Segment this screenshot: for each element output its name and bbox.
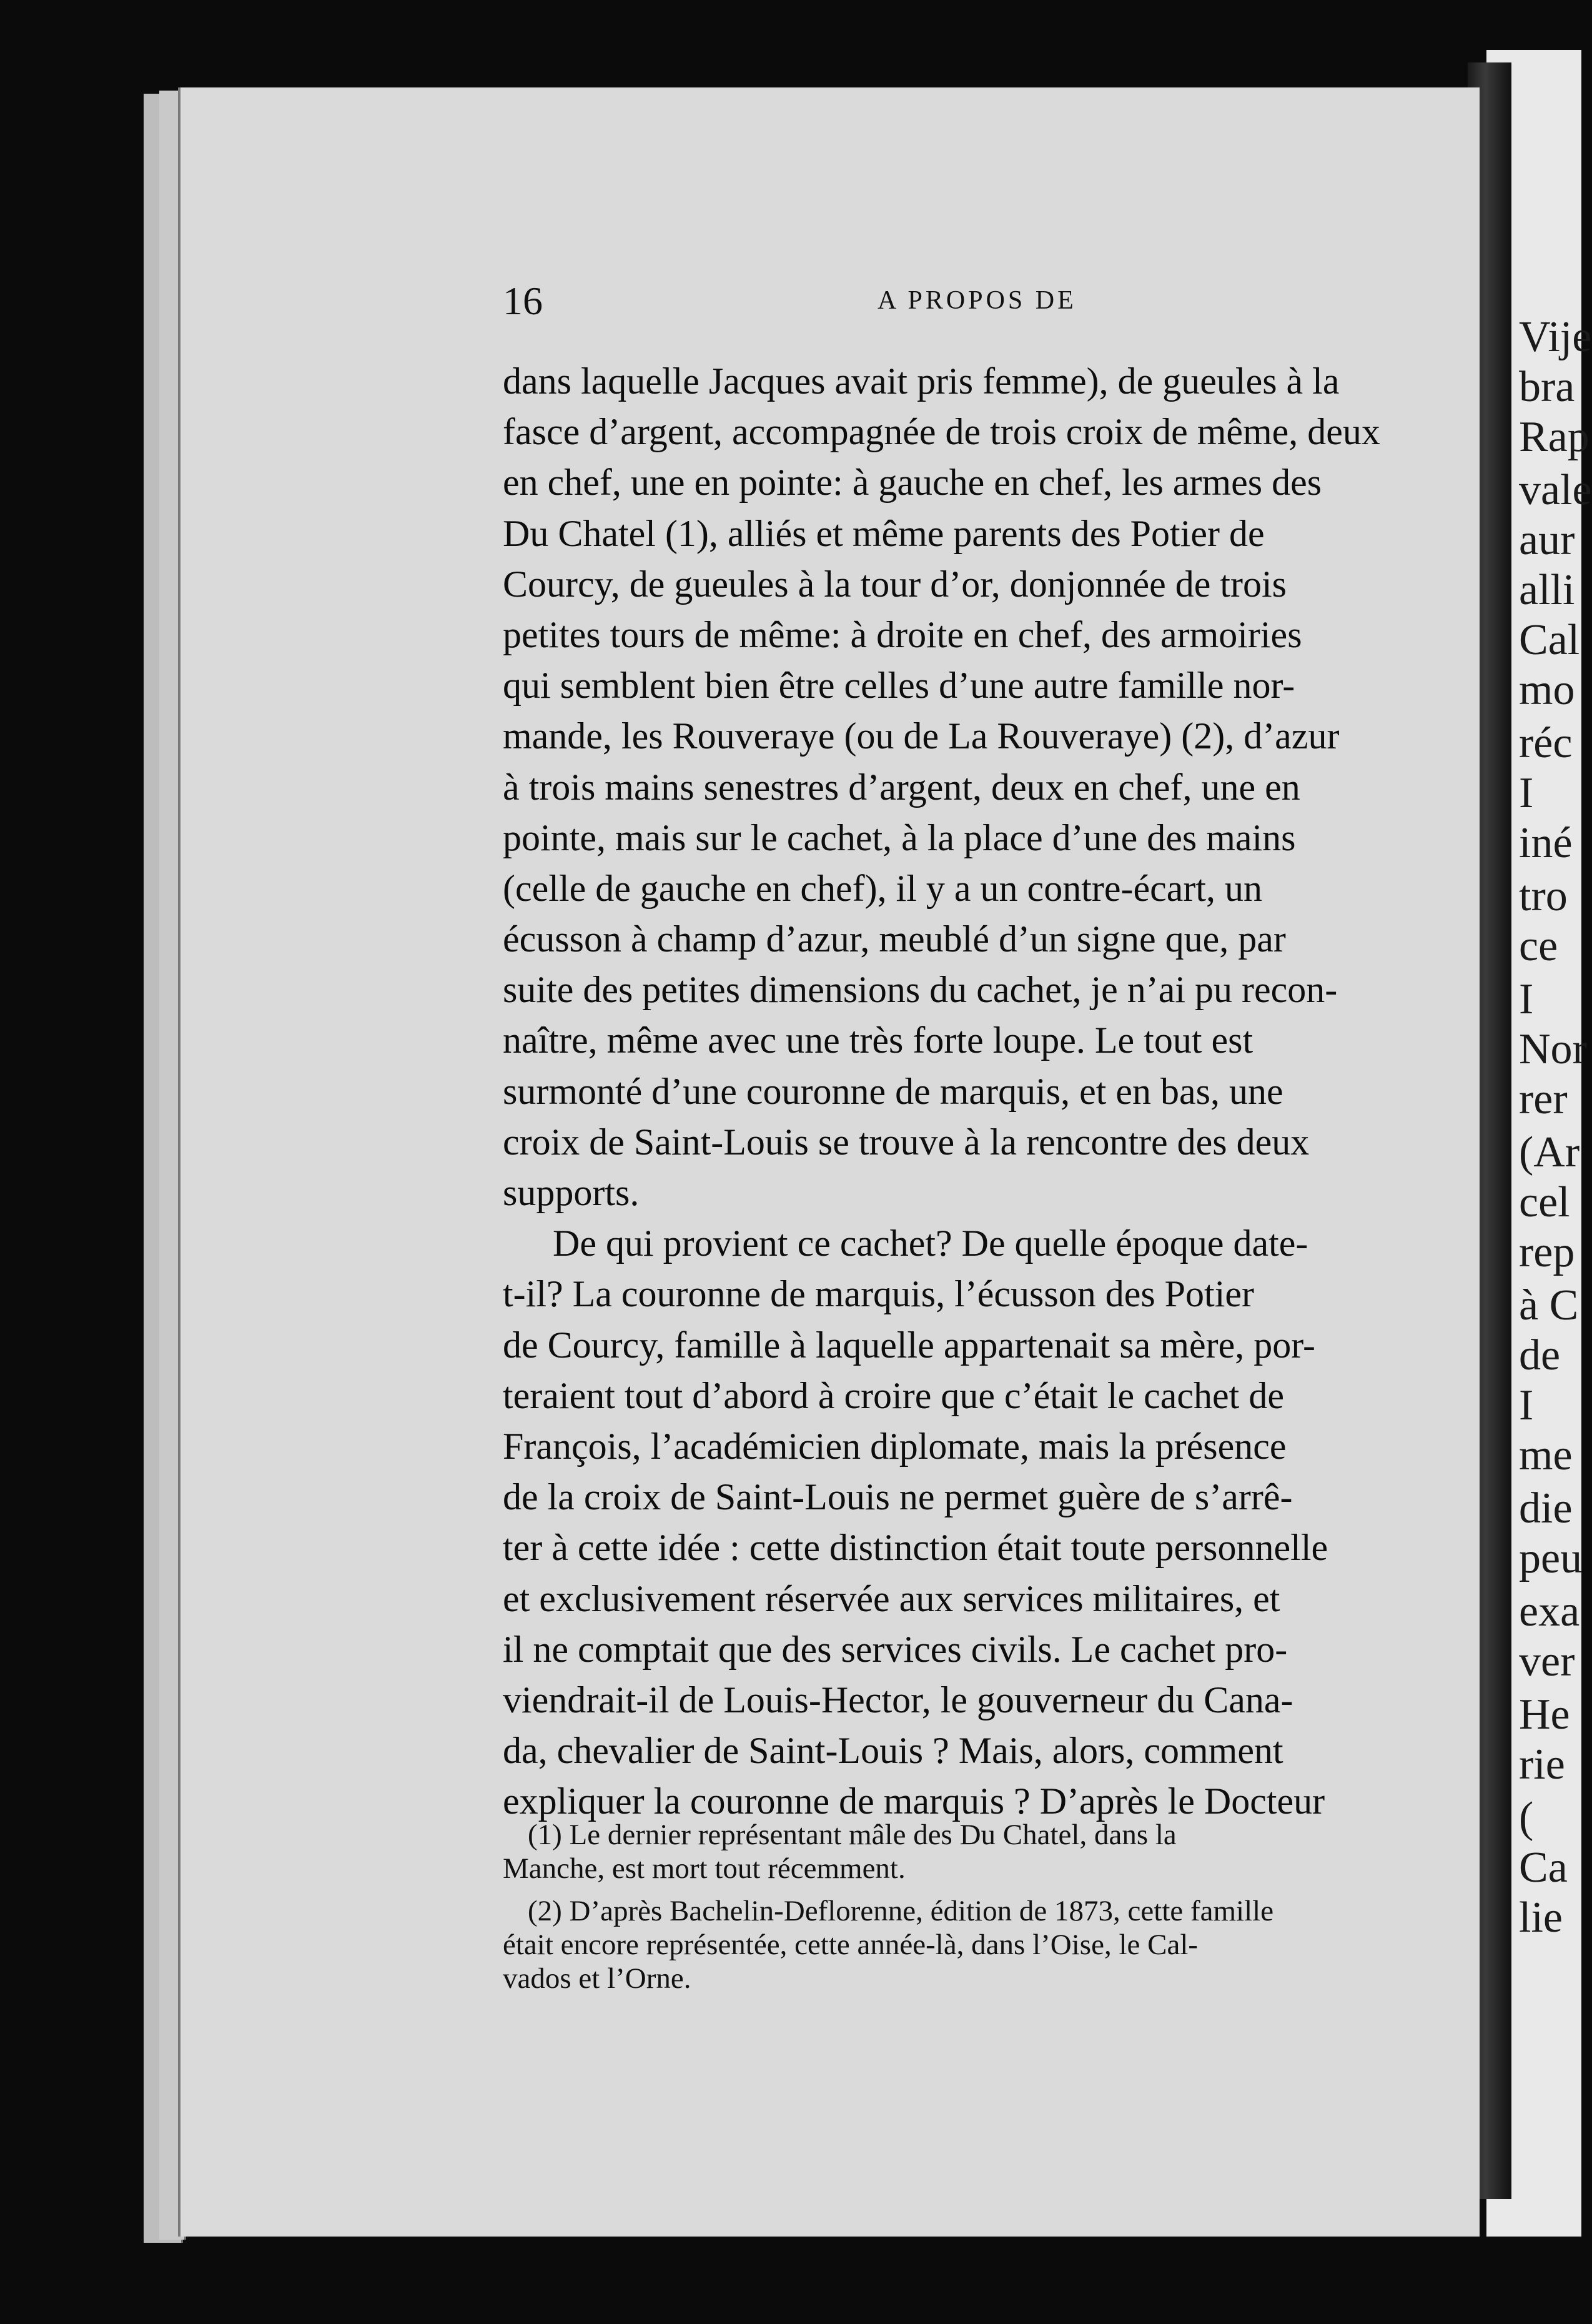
body-line: supports.: [503, 1172, 640, 1213]
facing-page-fragment: ce: [1519, 922, 1558, 970]
page-number: 16: [503, 279, 543, 323]
body-line: il ne comptait que des services civils. Le cachet pro-: [503, 1628, 1288, 1670]
facing-page-fragment: alli: [1519, 566, 1575, 614]
facing-page-fragment: iné: [1519, 819, 1573, 867]
body-line: naître, même avec une très forte loupe. Le tout est: [503, 1020, 1253, 1061]
facing-page-fragment: cel: [1519, 1178, 1570, 1226]
footnote-2-line-2: était encore représentée, cette année-là, dans l’Oise, le Cal-: [503, 1929, 1199, 1961]
footnote-2-line-3: vados et l’Orne.: [503, 1962, 691, 1995]
body-line: et exclusivement réservée aux services militaires, et: [503, 1577, 1280, 1619]
facing-page-fragment: Ca: [1519, 1844, 1568, 1892]
facing-page-fragment: die: [1519, 1484, 1573, 1532]
body-line: en chef, une en pointe: à gauche en chef, les armes des: [503, 462, 1322, 504]
facing-page-fragment: I: [1519, 975, 1534, 1023]
body-line: expliquer la couronne de marquis ? D’après le Docteur: [503, 1780, 1325, 1822]
body-line: surmonté d’une couronne de marquis, et en bas, une: [503, 1070, 1283, 1112]
facing-page-fragment: rep: [1519, 1228, 1575, 1276]
page-header: [503, 278, 1502, 322]
body-line: croix de Saint-Louis se trouve à la rencontre des deux: [503, 1121, 1310, 1163]
facing-page-fragment: bra: [1519, 363, 1575, 411]
body-line: Du Chatel (1), alliés et même parents des Potier de: [503, 512, 1265, 554]
footnotes: [503, 1818, 1493, 1995]
body-line: mande, les Rouveraye (ou de La Rouveraye) (2), d’azur: [503, 715, 1340, 757]
body-line: Courcy, de gueules à la tour d’or, donjonnée de trois: [503, 563, 1287, 605]
body-line: (celle de gauche en chef), il y a un contre-écart, un: [503, 867, 1262, 909]
facing-page-fragment: Rap: [1519, 413, 1590, 461]
facing-page-fragment: de: [1519, 1331, 1561, 1379]
facing-page-fragment: ver: [1519, 1637, 1575, 1686]
facing-page-fragment: à C: [1519, 1281, 1579, 1329]
footnote-2-line-1: (2) D’après Bachelin-Deflorenne, édition de 1873, cette famille: [528, 1895, 1274, 1927]
body-line: ter à cette idée : cette distinction était toute personnelle: [503, 1527, 1328, 1569]
body-line: de la croix de Saint-Louis ne permet guère de s’arrê-: [503, 1476, 1293, 1518]
facing-page-fragment: I: [1519, 1381, 1534, 1429]
facing-page-fragment: vale: [1519, 466, 1592, 514]
facing-page-fragment: rer: [1519, 1075, 1568, 1123]
body-line: t-il? La couronne de marquis, l’écusson des Potier: [503, 1273, 1254, 1315]
facing-page-fragment: Nor: [1519, 1025, 1587, 1073]
running-head: A PROPOS DE: [878, 286, 1077, 315]
body-line: suite des petites dimensions du cachet, je n’ai pu recon-: [503, 969, 1338, 1011]
body-line: teraient tout d’abord à croire que c’était le cachet de: [503, 1374, 1284, 1416]
body-line: de Courcy, famille à laquelle appartenait sa mère, por-: [503, 1324, 1315, 1366]
body-line: écusson à champ d’azur, meublé d’un signe que, par: [503, 918, 1286, 960]
facing-page-fragment: Vije: [1519, 313, 1592, 361]
body-line: petites tours de même: à droite en chef, des armoiries: [503, 613, 1302, 655]
facing-page-fragment: aur: [1519, 516, 1575, 564]
facing-page-fragment: me: [1519, 1431, 1573, 1479]
facing-page-fragment: mo: [1519, 666, 1575, 714]
footnote-1-line-1: (1) Le dernier représentant mâle des Du Chatel, dans la: [528, 1819, 1177, 1851]
body-line: pointe, mais sur le cachet, à la place d’une des mains: [503, 817, 1296, 858]
facing-page-fragment: I: [1519, 769, 1534, 817]
facing-page-fragment: peu: [1519, 1534, 1583, 1582]
facing-page-fragment: Cal: [1519, 616, 1580, 664]
facing-page-fragment: (: [1519, 1794, 1534, 1842]
footnote-1-line-2: Manche, est mort tout récemment.: [503, 1852, 906, 1885]
body-line: fasce d’argent, accompagnée de trois croix de même, deux: [503, 411, 1380, 453]
body-line: De qui provient ce cachet? De quelle époque date-: [553, 1223, 1308, 1264]
facing-page-fragment: tro: [1519, 872, 1568, 920]
facing-page-fragment: (Ar: [1519, 1128, 1580, 1176]
body-line: François, l’académicien diplomate, mais la présence: [503, 1425, 1287, 1467]
facing-page-fragment: lie: [1519, 1894, 1563, 1942]
body-text: [503, 356, 1490, 1827]
facing-page-fragment: He: [1519, 1691, 1570, 1739]
facing-page-fragment: réc: [1519, 719, 1573, 767]
facing-page-fragment: rie: [1519, 1741, 1565, 1789]
body-line: viendrait-il de Louis-Hector, le gouverneur du Cana-: [503, 1679, 1293, 1721]
facing-page-fragment: exa: [1519, 1587, 1580, 1636]
body-line: qui semblent bien être celles d’une autre famille nor-: [503, 665, 1295, 707]
body-line: dans laquelle Jacques avait pris femme), de gueules à la: [503, 360, 1340, 402]
body-line: à trois mains senestres d’argent, deux en chef, une en: [503, 766, 1300, 808]
body-line: da, chevalier de Saint-Louis ? Mais, alors, comment: [503, 1730, 1283, 1772]
